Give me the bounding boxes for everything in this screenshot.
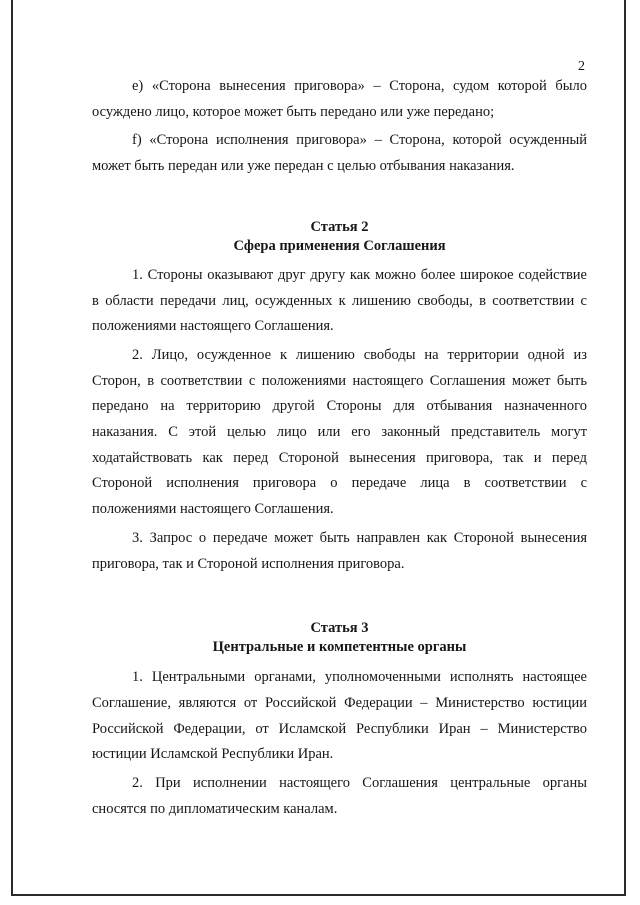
page-number: 2 (578, 59, 585, 74)
article-2-paragraph: 3. Запрос о передаче может быть направлен как Стороной вынесения приговора, так и Стороной исполнения приговора. (92, 529, 587, 572)
article-2-paragraph: 1. Стороны оказывают друг другу как можно более широкое содействие в области передачи лиц, осужденных к лишению свободы, в соответствии с положениями настоящего Соглашения. (92, 266, 587, 335)
article-3-paragraph: 2. При исполнении настоящего Соглашения центральные органы сносятся по дипломатическим каналам. (92, 775, 587, 817)
article-2-paragraph: 2. Лицо, осужденное к лишению свободы на территории одной из Сторон, в соответствии с положениями настоящего Соглашения может быть передано на территорию другой Стороны для отбывания назначенного наказания. С этой целью лицо или его законный представитель могут ходатайствовать как перед Стороной вынесения приговора, так и перед Стороной исполнения приговора о передаче лица в соответствии с положениями настоящего Соглашения. (92, 346, 587, 518)
document-body (92, 74, 587, 825)
definition-paragraph: e) «Сторона вынесения приговора» – Сторона, судом которой было осуждено лицо, которое может быть передано или уже передано; (92, 78, 587, 120)
article-3-number: Статья 3 (310, 620, 369, 637)
page-border-bottom (11, 894, 626, 896)
article-3-title: Центральные и компетентные органы (212, 639, 467, 656)
page-border-left (11, 0, 13, 896)
article-2-number: Статья 2 (310, 218, 369, 235)
article-3-paragraph: 1. Центральными органами, уполномоченными исполнять настоящее Соглашение, являются от Российской Федерации – Министерство юстиции Российской Федерации, от Исламской Республики Иран – Министерство юстиции Исламской Республики Иран. (92, 669, 587, 763)
article-2-title: Сфера применения Соглашения (233, 237, 446, 254)
definition-paragraph: f) «Сторона исполнения приговора» – Сторона, которой осужденный может быть передан или уже передан с целью отбывания наказания. (92, 132, 587, 175)
page-border-right (624, 0, 626, 896)
